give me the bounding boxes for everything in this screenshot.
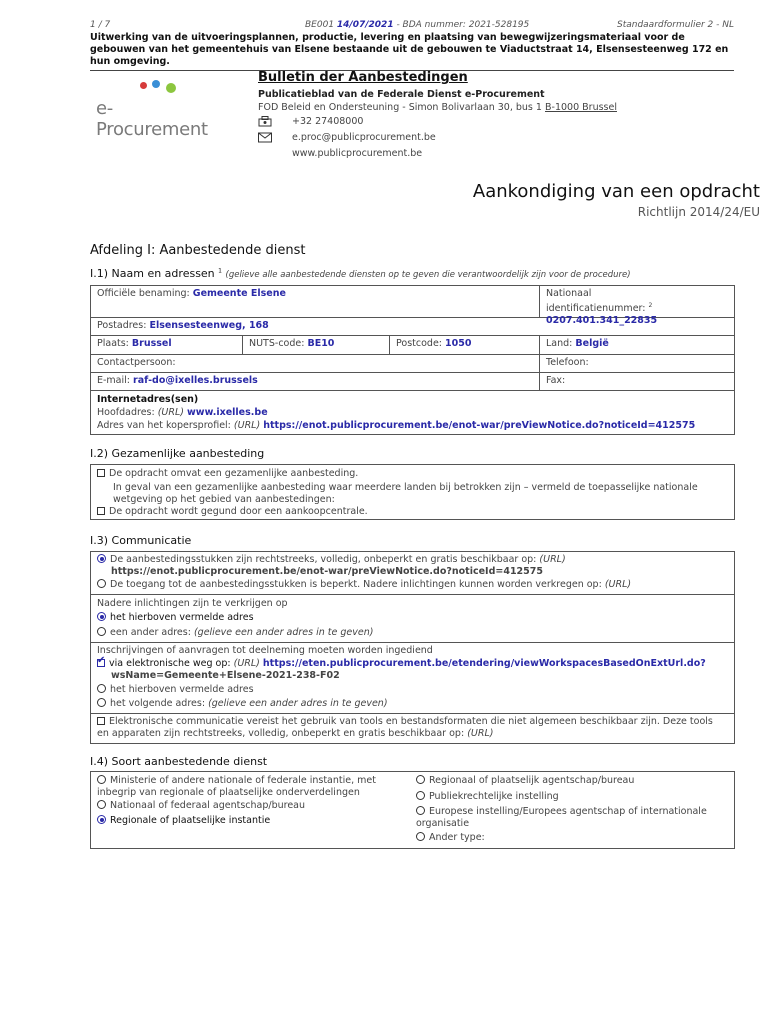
nuts-value: BE10: [307, 338, 335, 349]
info-title: Nadere inlichtingen zijn te verkrijgen op: [97, 598, 288, 609]
divider: [91, 594, 734, 595]
submission-radio[interactable]: [97, 698, 106, 707]
buyer-profile-row: [97, 419, 728, 432]
docs-option-1[interactable]: [97, 554, 566, 566]
type-left-1[interactable]: [97, 775, 412, 799]
page-number: 1 / 7: [90, 20, 111, 30]
main-address-value[interactable]: www.ixelles.be: [187, 407, 268, 418]
submission-option-3[interactable]: [97, 698, 388, 710]
authority-type-box: [90, 771, 735, 849]
i1-note: (gelieve alle aanbestedende diensten op te geven die verantwoordelijk zijn voor de procedure): [225, 270, 631, 280]
email-row: [258, 132, 678, 145]
type-left-3[interactable]: [97, 815, 270, 827]
national-id-cell: [540, 286, 734, 327]
postcode-label: Postcode:: [396, 338, 442, 349]
postcode-value: 1050: [445, 338, 472, 349]
fax-label: Fax:: [546, 375, 566, 386]
type-left-2-label: Nationaal of federaal agentschap/bureau: [110, 800, 306, 811]
subsection-i4-title: I.4) Soort aanbestedende dienst: [90, 755, 268, 768]
web-row: [258, 148, 678, 161]
type-right-2[interactable]: [416, 791, 559, 803]
postcode-cell: [390, 336, 540, 355]
submission-option-2-label: het hierboven vermelde adres: [110, 684, 254, 695]
country-label: Land:: [546, 338, 573, 349]
place-value: Brussel: [131, 338, 172, 349]
directive: Richtlijn 2014/24/EU: [637, 205, 760, 219]
submission-url[interactable]: https://eten.publicprocurement.be/etendering/viewWorkspacesBasedOnExtUrl.do?: [262, 658, 706, 669]
publisher: Publicatieblad van de Federale Dienst e-Procurement: [258, 89, 545, 100]
docs-option-2-label: De toegang tot de aanbestedingsstukken is beperkt. Nadere inlichtingen kunnen worden verkregen op:: [110, 579, 602, 590]
phone-row: [258, 116, 678, 129]
type-right-3-label: Europese instelling/Europees agentschap of internationale organisatie: [416, 806, 707, 829]
type-left-1-label: Ministerie of andere nationale of federale instantie, met inbegrip van regionale of plaatselijke onderverdelingen: [97, 775, 376, 798]
main-address-label: Hoofdadres:: [97, 407, 155, 418]
type-right-1[interactable]: [416, 775, 634, 787]
logo-text: e-Procurement: [96, 98, 208, 140]
email-cell: [91, 373, 540, 391]
phone-icon: [258, 116, 272, 127]
submission-option-2[interactable]: [97, 684, 254, 696]
logo-dot-red: [140, 82, 147, 89]
type-right-1-label: Regionaal of plaatselijk agentschap/bureau: [429, 775, 635, 786]
divider: [91, 713, 734, 714]
joint-option-2-label: De opdracht wordt gegund door een aankoopcentrale.: [109, 506, 368, 517]
joint-option-1-label: De opdracht omvat een gezamenlijke aanbesteding.: [109, 468, 359, 479]
section-title: Afdeling I: Aanbestedende dienst: [90, 243, 306, 258]
national-id-value: 0207.401.341_22835: [546, 315, 658, 327]
official-name-cell: [91, 286, 540, 318]
info-option-2[interactable]: [97, 627, 373, 639]
url-tag: (URL): [233, 658, 260, 669]
type-radio[interactable]: [416, 806, 425, 815]
url-tag: (URL): [233, 420, 261, 431]
info-option-1-label: het hierboven vermelde adres: [110, 612, 254, 623]
postal-label: Postadres:: [97, 320, 147, 331]
subsection-i3-title: I.3) Communicatie: [90, 534, 192, 547]
logo-dot-blue: [152, 80, 160, 88]
submission-title: Inschrijvingen of aanvragen tot deelneming moeten worden ingediend: [97, 645, 433, 656]
place-label: Plaats:: [97, 338, 129, 349]
submission-option-1[interactable]: [97, 658, 706, 670]
phone-label: Telefoon:: [546, 357, 589, 368]
docs-option-2[interactable]: [97, 579, 631, 591]
submission-url-cont[interactable]: wsName=Gemeente+Elsene-2021-238-F02: [111, 670, 340, 681]
internet-title: Internetadres(sen): [97, 394, 199, 405]
national-id-label: Nationaal: [546, 288, 592, 299]
type-right-4-label: Ander type:: [429, 832, 485, 843]
type-right-3[interactable]: [416, 806, 716, 830]
national-id-footnote: 2: [648, 302, 653, 309]
type-radio[interactable]: [97, 775, 106, 784]
joint-option-1[interactable]: [97, 468, 358, 480]
email-value[interactable]: raf-do@ixelles.brussels: [133, 375, 258, 386]
nuts-label: NUTS-code:: [249, 338, 305, 349]
url-tag: (URL): [157, 407, 184, 418]
national-id-label2: identificatienummer:: [546, 303, 646, 315]
info-option-2-label: een ander adres:: [110, 627, 191, 638]
docs-url[interactable]: https://enot.publicprocurement.be/enot-war/preViewNotice.do?noticeId=412575: [111, 566, 543, 577]
type-radio-selected[interactable]: [97, 815, 106, 824]
electronic-checkbox-checked[interactable]: [97, 659, 105, 667]
postal-cell: [91, 318, 734, 336]
info-option-2-note: (gelieve een ander adres in te geven): [193, 627, 374, 638]
joint-option-2[interactable]: [97, 506, 368, 518]
url-tag: (URL): [467, 728, 494, 739]
phone-number: +32 27408000: [292, 116, 364, 127]
type-radio[interactable]: [416, 832, 425, 841]
i1-footnote: 1: [218, 267, 222, 275]
joint-procurement-box: [90, 464, 735, 520]
publisher-city: B-1000 Brussel: [545, 102, 617, 113]
website[interactable]: www.publicprocurement.be: [292, 148, 423, 159]
bda-number: - BDA nummer: 2021-528195: [393, 20, 530, 30]
notice-reference: [305, 20, 529, 30]
ref-prefix: BE001: [305, 20, 337, 30]
buyer-profile-value[interactable]: https://enot.publicprocurement.be/enot-war/preViewNotice.do?noticeId=412575: [263, 420, 696, 431]
publisher-address: [258, 102, 678, 113]
name-address-table: [90, 285, 735, 435]
form-type: Standaardformulier 2 - NL: [616, 20, 734, 30]
info-radio[interactable]: [97, 627, 106, 636]
logo-dot-green: [166, 83, 176, 93]
country-cell: [540, 336, 734, 355]
place-cell: [91, 336, 243, 355]
official-name-value: Gemeente Elsene: [192, 288, 286, 299]
central-purchasing-checkbox[interactable]: [97, 507, 105, 515]
notice-title: Aankondiging van een opdracht: [472, 181, 760, 202]
address-text: FOD Beleid en Ondersteuning - Simon Bolivarlaan 30, bus 1: [258, 102, 542, 113]
internet-cell: [91, 391, 734, 434]
postal-value: Elsensesteenweg, 168: [149, 320, 269, 331]
mail-icon: [258, 132, 272, 143]
docs-radio-selected[interactable]: [97, 554, 106, 563]
joint-checkbox[interactable]: [97, 469, 105, 477]
e-procurement-logo: [96, 80, 221, 140]
type-left-2[interactable]: [97, 800, 305, 812]
docs-option-1-label: De aanbestedingsstukken zijn rechtstreeks, volledig, onbeperkt en gratis beschikbaar op:: [110, 554, 537, 565]
bulletin-block: [258, 70, 678, 161]
type-radio[interactable]: [97, 800, 106, 809]
official-name-label: Officiële benaming:: [97, 288, 190, 299]
type-radio[interactable]: [416, 791, 425, 800]
email-label: E-mail:: [97, 375, 130, 386]
tools-option[interactable]: [97, 716, 727, 740]
info-radio-selected[interactable]: [97, 612, 106, 621]
docs-radio[interactable]: [97, 579, 106, 588]
i1-title-text: I.1) Naam en adressen: [90, 267, 215, 280]
contact-label: Contactpersoon:: [97, 357, 176, 368]
type-left-3-label: Regionale of plaatselijke instantie: [110, 815, 271, 826]
publication-date: 14/07/2021: [336, 20, 394, 30]
communication-box: [90, 551, 735, 744]
country-value: België: [575, 338, 609, 349]
subsection-i2-title: I.2) Gezamenlijke aanbesteding: [90, 447, 265, 460]
email-address[interactable]: e.proc@publicprocurement.be: [292, 132, 436, 143]
info-option-1[interactable]: [97, 612, 254, 624]
submission-option-3-note: (gelieve een ander adres in te geven): [208, 698, 388, 709]
buyer-profile-label: Adres van het kopersprofiel:: [97, 420, 231, 431]
nuts-cell: [243, 336, 390, 355]
contact-cell: [91, 355, 540, 373]
subsection-i1-title: [90, 267, 631, 280]
main-address-row: [97, 406, 728, 419]
phone-cell: [540, 355, 734, 373]
url-tag: (URL): [539, 554, 566, 565]
submission-radio[interactable]: [97, 684, 106, 693]
type-right-2-label: Publiekrechtelijke instelling: [429, 791, 559, 802]
submission-option-1-label: via elektronische weg op:: [109, 658, 231, 669]
bulletin-title: Bulletin der Aanbestedingen: [258, 70, 468, 85]
url-tag: (URL): [604, 579, 632, 590]
contract-title: Uitwerking van de uitvoeringsplannen, productie, levering en plaatsing van bewegwijzeringsmateriaal voor de gebouwen van het gemeentehuis van Elsene bestaande uit de gebouwen te Viaductstraat 14, Elsensesteenweg 172 en hun omgeving.: [90, 32, 734, 71]
tools-checkbox[interactable]: [97, 717, 105, 725]
divider: [91, 642, 734, 643]
tools-option-label: Elektronische communicatie vereist het gebruik van tools en bestandsformaten die niet algemeen beschikbaar zijn. Deze tools en apparaten zijn rechtstreeks, volledig, onbeperkt en gratis beschikbaar op:: [97, 716, 713, 739]
type-radio[interactable]: [416, 775, 425, 784]
fax-cell: [540, 373, 734, 391]
joint-option-note: In geval van een gezamenlijke aanbesteding waar meerdere landen bij betrokken zijn – vermeld de toepasselijke nationale wetgeving op het gebied van aanbestedingen:: [113, 482, 698, 505]
submission-option-3-label: het volgende adres:: [110, 698, 206, 709]
type-right-4[interactable]: [416, 832, 485, 844]
